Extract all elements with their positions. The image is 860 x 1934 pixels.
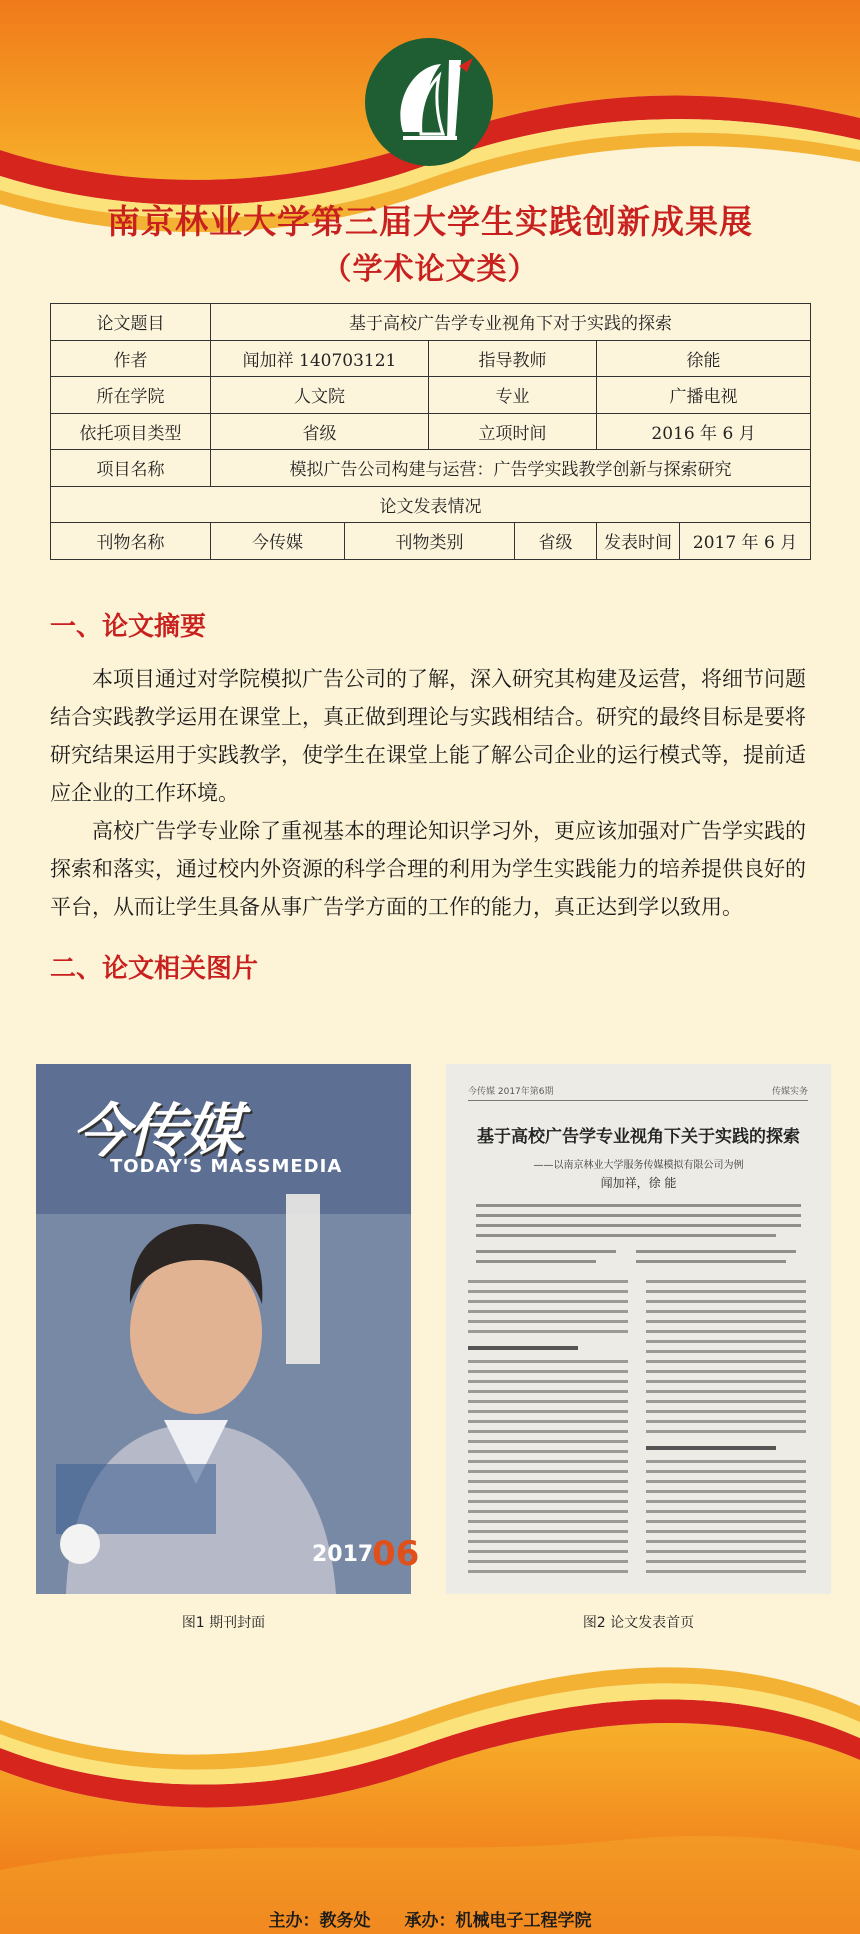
- college-label: 所在学院: [51, 377, 211, 414]
- journal-type-value: 省级: [515, 523, 597, 560]
- publication-header: 论文发表情况: [51, 486, 811, 523]
- table-row: [51, 450, 811, 487]
- figure-2-caption: 图2 论文发表首页: [582, 1615, 695, 1631]
- footer-credits: [0, 1906, 860, 1931]
- table-row: [51, 413, 811, 450]
- university-logo: [363, 36, 495, 168]
- paper-first-page-photo: [446, 1064, 831, 1594]
- project-type-label: 依托项目类型: [51, 413, 211, 450]
- pub-time-cell: [597, 523, 811, 560]
- paper-text-lines: [446, 1064, 831, 1594]
- thesis-title-label: 论文题目: [51, 304, 211, 341]
- major-value: 广播电视: [597, 377, 811, 414]
- host-label: 主办：教务处: [268, 1911, 371, 1931]
- paper-title: 基于高校广告学专业视角下关于实践的探索: [477, 1127, 800, 1147]
- cover-masthead: 今传媒: [72, 1097, 241, 1165]
- figure-1-caption: 图1 期刊封面: [181, 1615, 266, 1631]
- images-heading: 二、论文相关图片: [50, 954, 259, 984]
- exhibition-title: 南京林业大学第三届大学生实践创新成果展: [107, 202, 753, 241]
- page-header-left: 今传媒 2017年第6期: [468, 1087, 554, 1097]
- table-row: [51, 377, 811, 414]
- journal-value: 今传媒: [211, 523, 345, 560]
- project-name-label: 项目名称: [51, 450, 211, 487]
- project-type-value: 省级: [211, 413, 429, 450]
- paper-subtitle: ——以南京林业大学服务传媒模拟有限公司为例: [533, 1160, 744, 1171]
- abstract-paragraph: 本项目通过对学院模拟广告公司的了解，深入研究其构建及运营，将细节问题结合实践教学运用在课堂上，真正做到理论与实践相结合。研究的最终目标是要将研究结果运用于实践教学，使学生在课堂上能了解公司企业的运行模式等，提前适应企业的工作环境。: [50, 667, 806, 805]
- table-row: [51, 523, 811, 560]
- pub-time-label: 发表时间: [597, 523, 680, 559]
- thesis-title-value: 基于高校广告学专业视角下对于实践的探索: [211, 304, 811, 341]
- magazine-cover-photo: [36, 1064, 420, 1594]
- exhibition-subtitle: （学术论文类）: [321, 252, 539, 287]
- organizer-label: 承办：机械电子工程学院: [404, 1911, 592, 1931]
- start-time-value: 2016 年 6 月: [597, 413, 811, 450]
- author-value: 闻加祥 140703121: [211, 340, 429, 377]
- college-value: 人文院: [211, 377, 429, 414]
- author-label: 作者: [51, 340, 211, 377]
- table-row: [51, 486, 811, 523]
- abstract-body: [50, 660, 810, 926]
- major-label: 专业: [429, 377, 597, 414]
- abstract-heading: 一、论文摘要: [50, 612, 207, 642]
- cover-masthead-en: TODAY'S MASSMEDIA: [110, 1156, 343, 1177]
- journal-type-label: 刊物类别: [345, 523, 515, 560]
- table-row: [51, 340, 811, 377]
- start-time-label: 立项时间: [429, 413, 597, 450]
- page-header-right: 传媒实务: [771, 1087, 808, 1097]
- pub-time-value: 2017 年 6 月: [692, 533, 798, 554]
- advisor-label: 指导教师: [429, 340, 597, 377]
- cover-issue: 06: [372, 1534, 420, 1574]
- cover-year: 2017.: [312, 1542, 382, 1567]
- advisor-value: 徐能: [597, 340, 811, 377]
- journal-label: 刊物名称: [51, 523, 211, 560]
- table-row: [51, 304, 811, 341]
- project-name-value: 模拟广告公司构建与运营：广告学实践教学创新与探索研究: [211, 450, 811, 487]
- thesis-info-table: [50, 303, 811, 560]
- abstract-paragraph: 高校广告学专业除了重视基本的理论知识学习外，更应该加强对广告学实践的探索和落实，通过校内外资源的科学合理的利用为学生实践能力的培养提供良好的平台，从而让学生具备从事广告学方面的工作的能力，真正达到学以致用。: [50, 819, 806, 919]
- paper-authors: 闻加祥，徐 能: [600, 1176, 677, 1190]
